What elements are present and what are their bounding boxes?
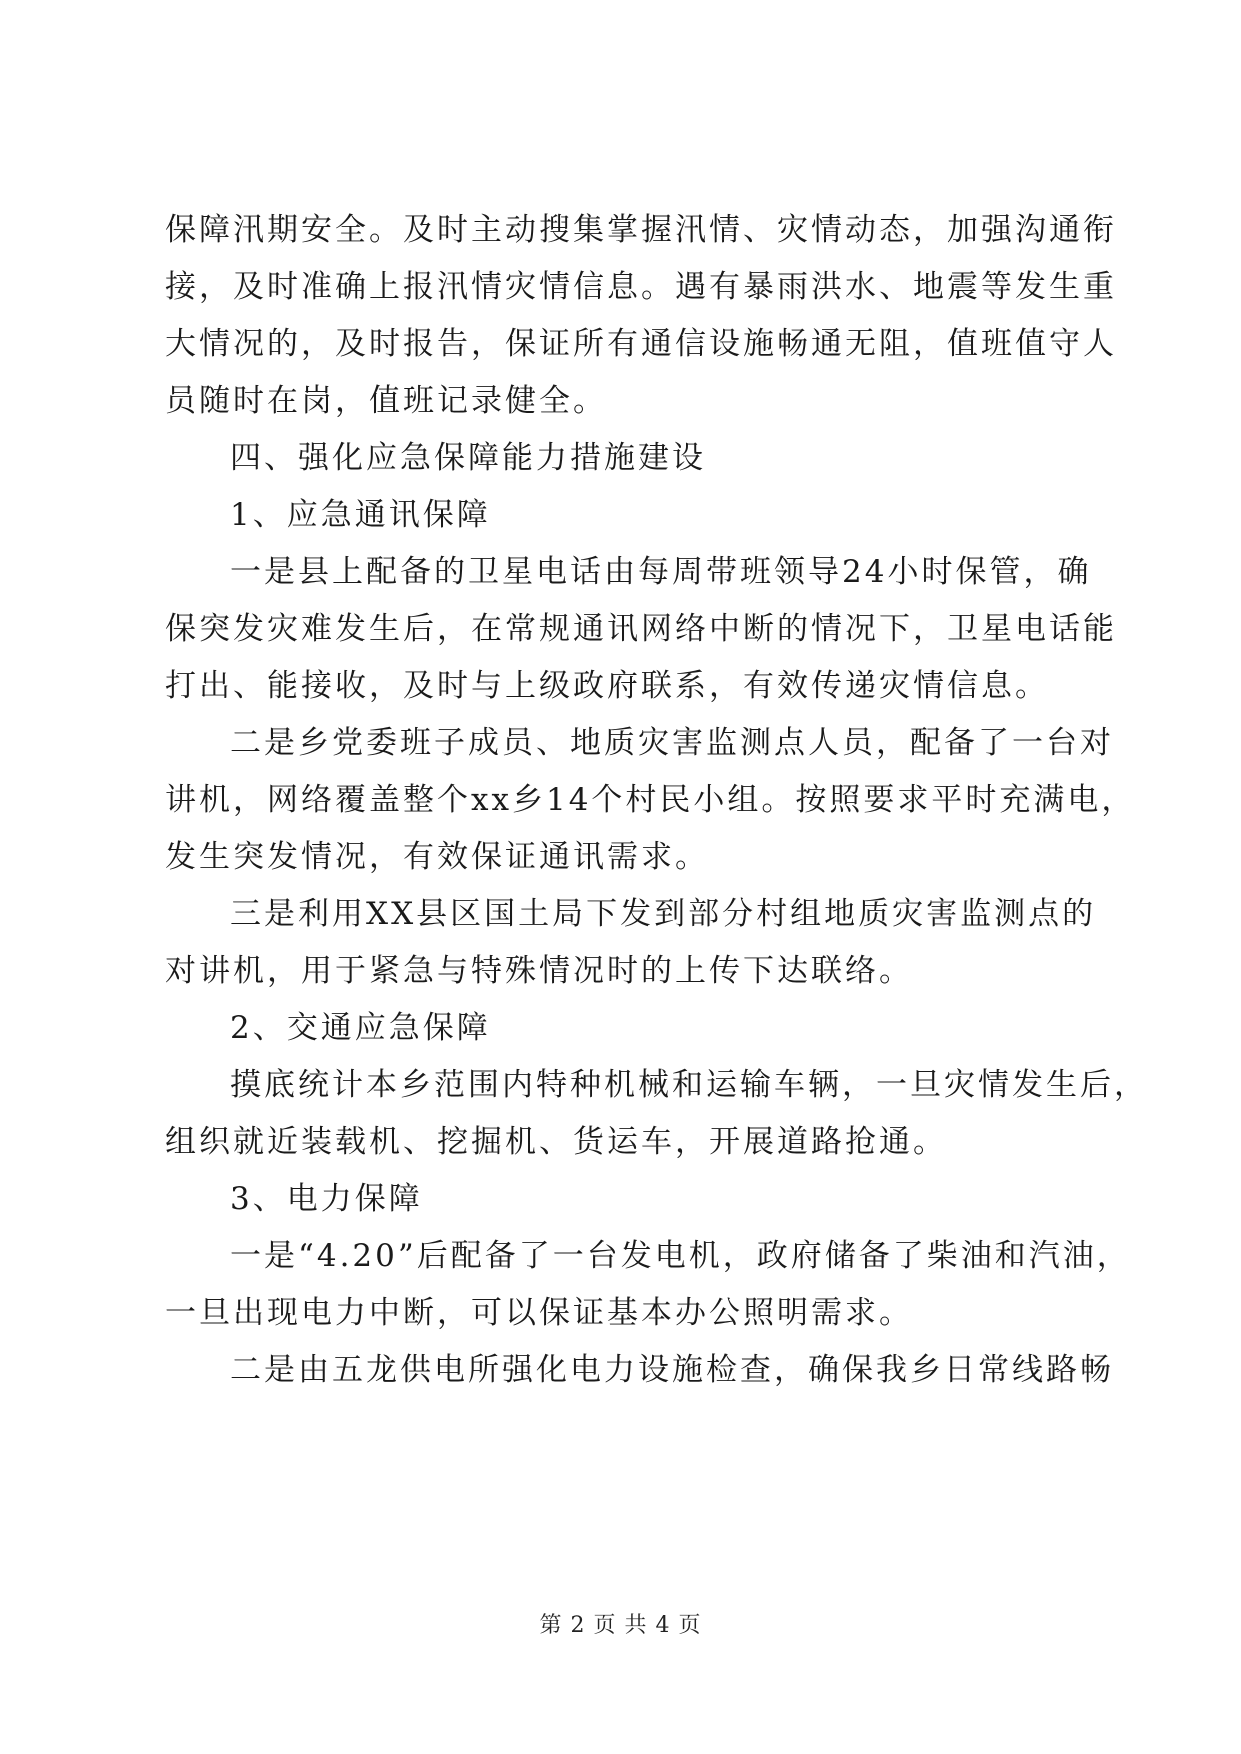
body-line: 员随时在岗，值班记录健全。 (165, 383, 607, 419)
body-line: 一旦出现电力中断，可以保证基本办公照明需求。 (165, 1295, 913, 1331)
body-line: 一是“4.20”后配备了一台发电机，政府储备了柴油和汽油， (230, 1238, 1131, 1274)
body-line: 保障汛期安全。及时主动搜集掌握汛情、灾情动态，加强沟通衔 (165, 212, 1117, 248)
subsection-heading: 1、应急通讯保障 (230, 497, 491, 533)
body-line: 大情况的，及时报告，保证所有通信设施畅通无阻，值班值守人 (165, 326, 1117, 362)
body-line: 打出、能接收，及时与上级政府联系，有效传递灾情信息。 (165, 668, 1049, 704)
body-line: 讲机，网络覆盖整个xx乡14个村民小组。按照要求平时充满电， (165, 782, 1136, 818)
body-line: 组织就近装载机、挖掘机、货运车，开展道路抢通。 (165, 1124, 947, 1160)
body-line: 二是乡党委班子成员、地质灾害监测点人员，配备了一台对 (230, 725, 1114, 761)
body-line: 保突发灾难发生后，在常规通讯网络中断的情况下，卫星电话能 (165, 611, 1117, 647)
body-line: 接，及时准确上报汛情灾情信息。遇有暴雨洪水、地震等发生重 (165, 269, 1117, 305)
subsection-heading: 2、交通应急保障 (230, 1010, 491, 1046)
section-heading: 四、强化应急保障能力措施建设 (230, 440, 706, 476)
body-line: 三是利用XX县区国土局下发到部分村组地质灾害监测点的 (230, 896, 1097, 932)
body-line: 二是由五龙供电所强化电力设施检查，确保我乡日常线路畅 (230, 1352, 1114, 1388)
body-line: 发生突发情况，有效保证通讯需求。 (165, 839, 709, 875)
body-line: 摸底统计本乡范围内特种机械和运输车辆，一旦灾情发生后， (230, 1067, 1148, 1103)
body-line: 一是县上配备的卫星电话由每周带班领导24小时保管，确 (230, 554, 1092, 590)
subsection-heading: 3、电力保障 (230, 1181, 423, 1217)
page-number-footer: 第 2 页 共 4 页 (539, 1613, 702, 1638)
body-line: 对讲机，用于紧急与特殊情况时的上传下达联络。 (165, 953, 913, 989)
